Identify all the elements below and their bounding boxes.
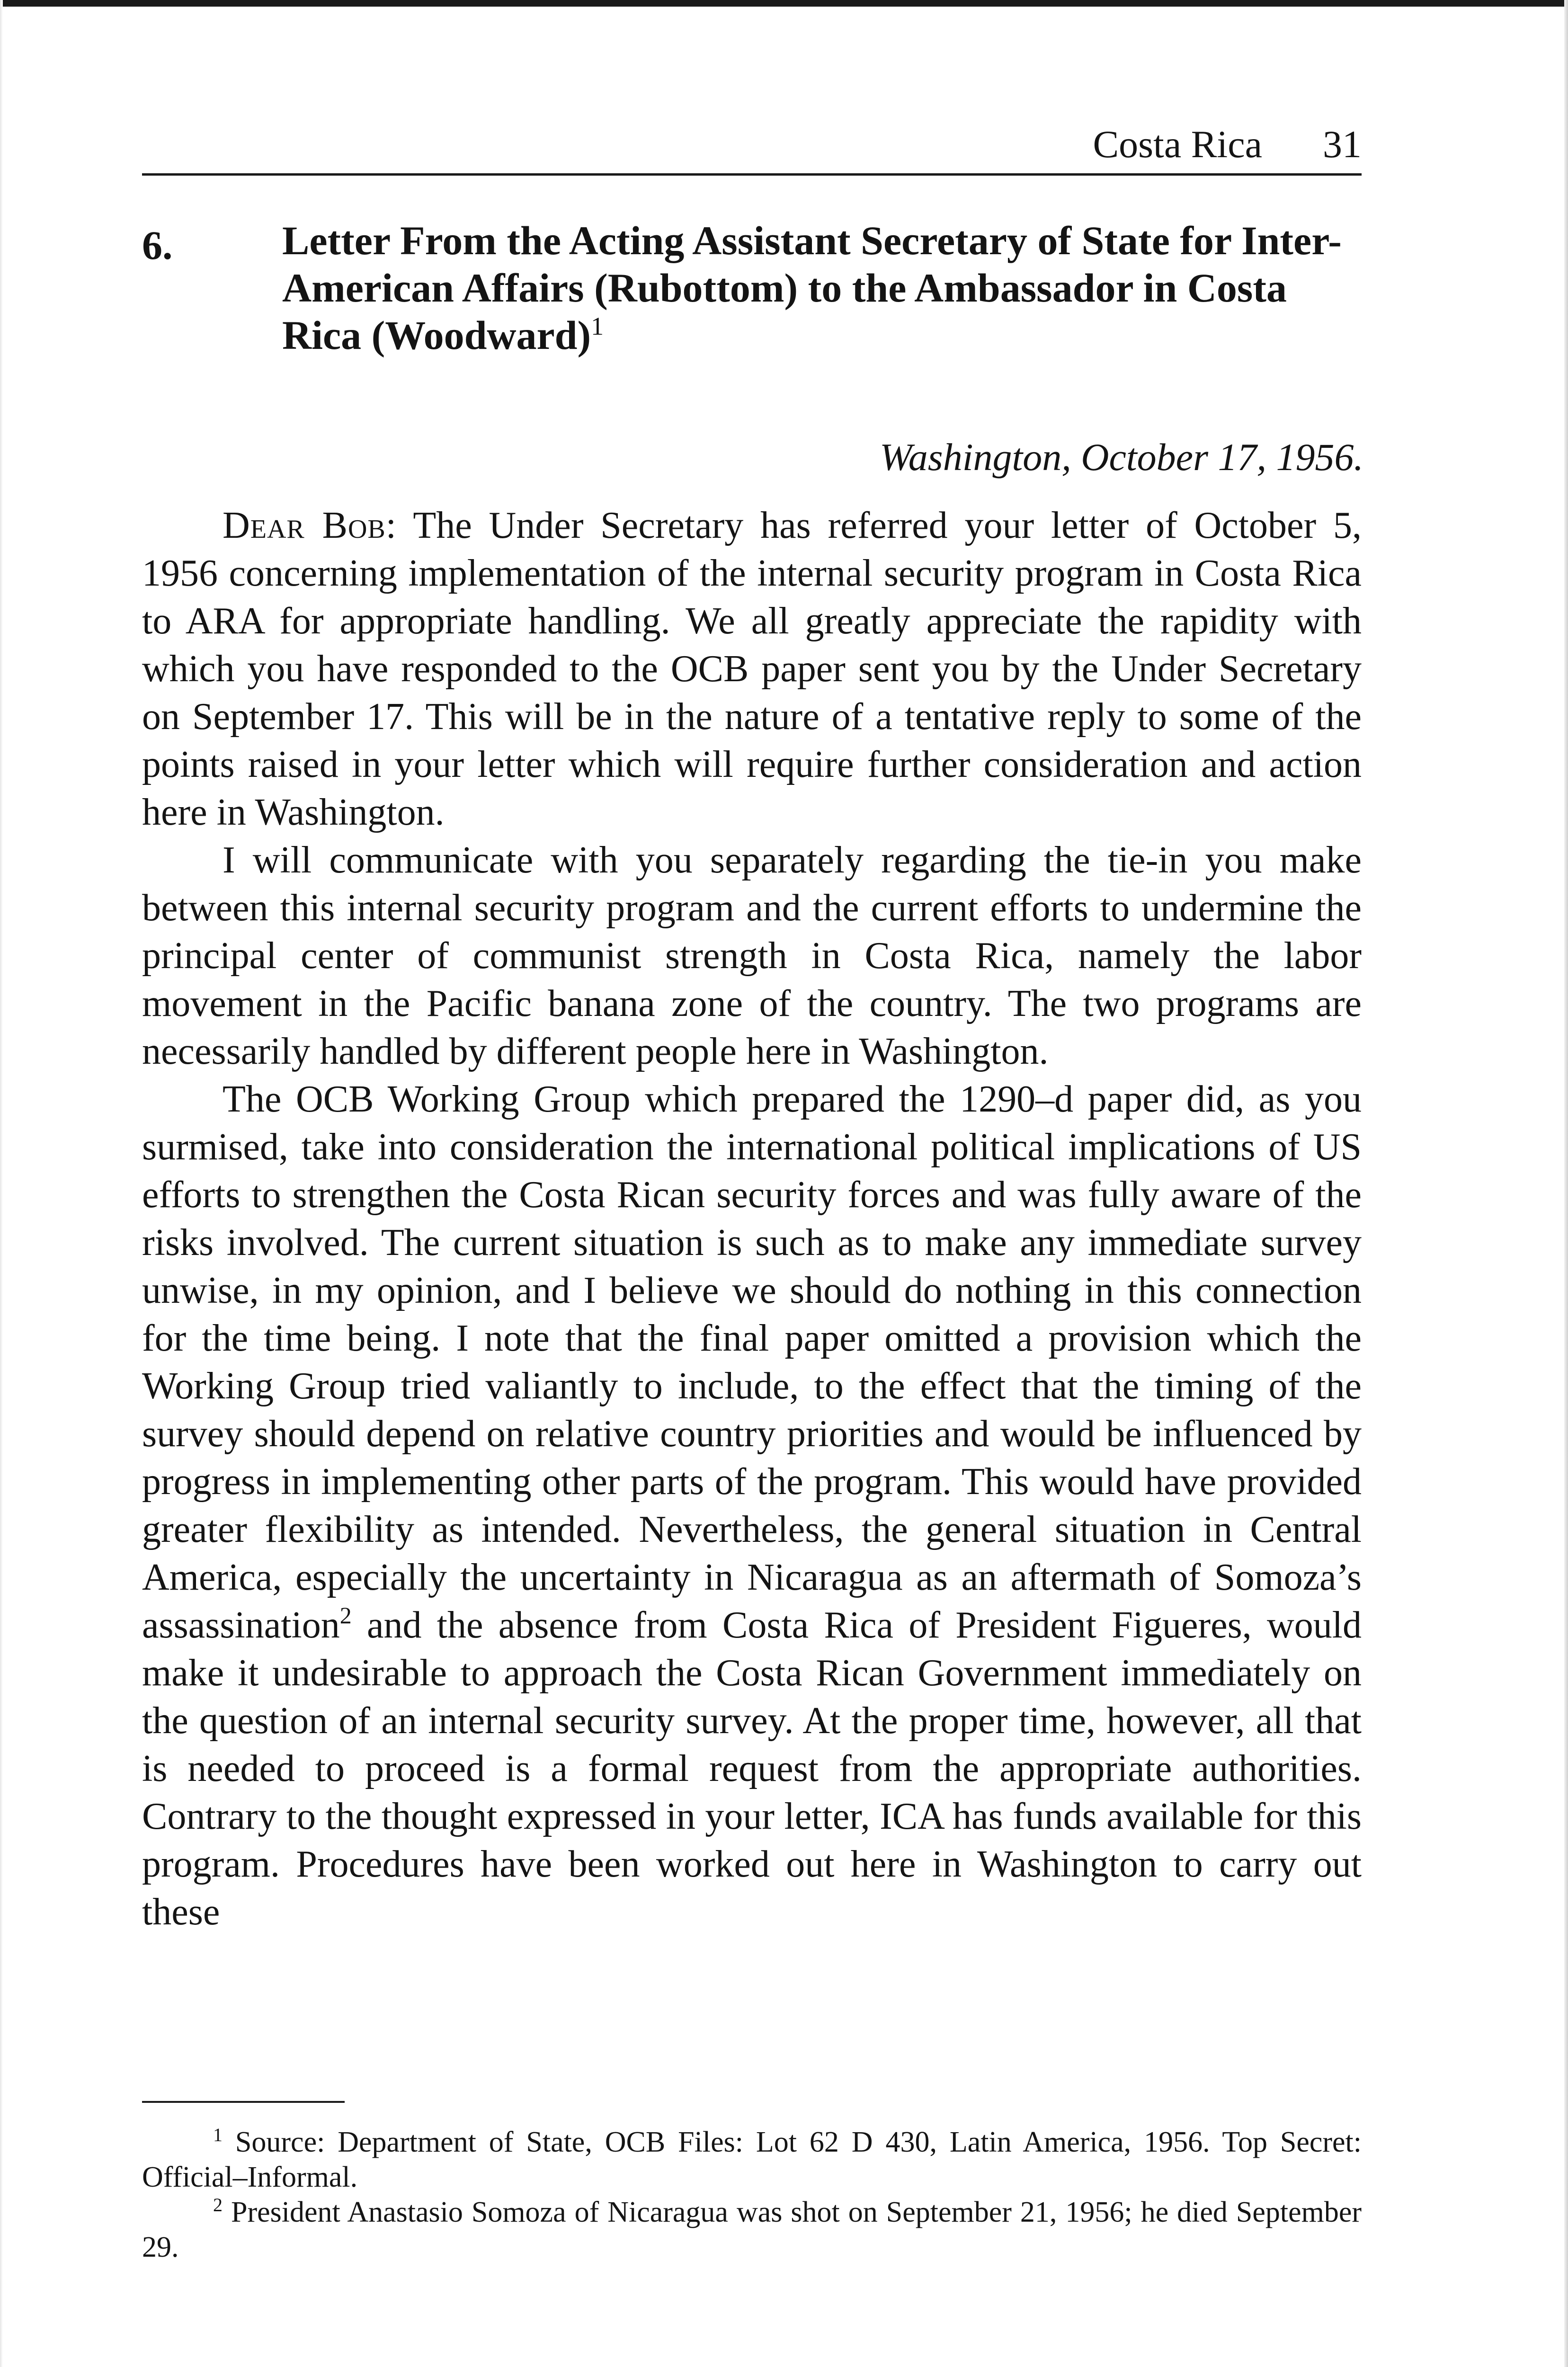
dateline: Washington, October 17, 1956.	[880, 436, 1363, 479]
document-number: 6.	[142, 222, 173, 268]
letter-body	[142, 502, 1362, 1936]
footnote-2-text: President Anastasio Somoza of Nicaragua was shot on September 21, 1956; he died September 29.	[142, 2196, 1362, 2263]
document-title	[282, 217, 1371, 359]
salutation: Dear Bob:	[223, 505, 397, 546]
footnote-1-marker: 1	[213, 2124, 223, 2145]
paragraph-3	[142, 1076, 1362, 1936]
document-title-text: Letter From the Acting Assistant Secretary of State for Inter-American Affairs (Rubottom) to the Ambassador in Costa Rica (Woodward)	[282, 218, 1342, 358]
scan-right-edge	[1564, 0, 1568, 2367]
scan-left-edge	[0, 0, 3, 2367]
paragraph-3-text-b: and the absence from Costa Rica of President Figueres, would make it undesirable to approach the Costa Rican Government immediately on the question of an internal security survey. At the proper time, however, all that is needed to proceed is a formal request from the appropriate authorities. Contrary to the thought expressed in your letter, ICA has funds available for this program. Procedures have been worked out here in Washington to carry out these	[142, 1604, 1362, 1933]
footnote-2-marker: 2	[213, 2194, 223, 2216]
page-number: 31	[1323, 123, 1362, 166]
running-head	[142, 123, 1362, 173]
paragraph-2: I will communicate with you separately regarding the tie-in you make between this internal security program and the current efforts to undermine the principal center of communist strength in Costa Rica, namely the labor movement in the Pacific banana zone of the country. The two programs are necessarily handled by different people here in Washington.	[142, 839, 1362, 1072]
paragraph-3-text-a: The OCB Working Group which prepared the 1290–d paper did, as you surmised, take into consideration the international political implications of US efforts to strengthen the Costa Rican security forces and was fully aware of the risks involved. The current situation is such as to make any immediate survey unwise, in my opinion, and I believe we should do nothing in this connection for the time being. I note that the final paper omitted a provision which the Working Group tried valiantly to include, to the effect that the timing of the survey should depend on relative country priorities and would be influenced by progress in implementing other parts of the program. This would have provided greater flexibility as intended. Nevertheless, the general situation in Central America, especially the uncertainty in Nicaragua as an aftermath of Somoza’s assassination	[142, 1078, 1362, 1646]
paragraph-1-text: The Under Secretary has referred your letter of October 5, 1956 concerning implementation of the internal security program in Costa Rica to ARA for appropriate handling. We all greatly appreciate the rapidity with which you have responded to the OCB paper sent you by the Under Secretary on September 17. This will be in the nature of a tentative reply to some of the points raised in your letter which will require further consideration and action here in Washington.	[142, 505, 1362, 833]
running-head-section: Costa Rica	[1093, 123, 1262, 166]
footnote-1	[142, 2125, 1362, 2195]
footnote-ref-1: 1	[591, 312, 604, 340]
footnote-ref-2: 2	[339, 1602, 352, 1628]
footnotes	[142, 2125, 1362, 2265]
footnote-2	[142, 2195, 1362, 2265]
header-rule	[142, 173, 1362, 176]
scan-top-border	[0, 0, 1568, 7]
paragraph-1	[142, 502, 1362, 836]
footnote-1-text: Source: Department of State, OCB Files: Lot 62 D 430, Latin America, 1956. Top Secret: Official–Informal.	[142, 2126, 1362, 2193]
footnote-rule	[142, 2101, 345, 2103]
